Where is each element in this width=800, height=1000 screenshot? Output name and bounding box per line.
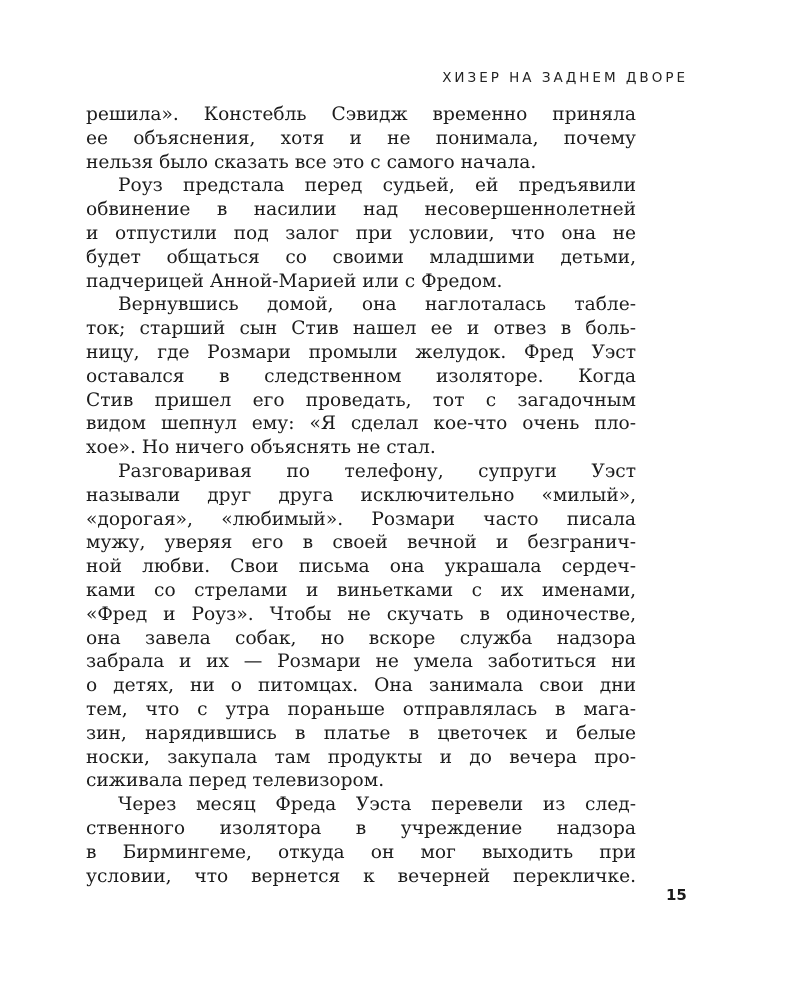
text-line: Через месяц Фреда Уэста перевели из след- — [118, 794, 636, 816]
text-line: Роуз предстала перед судьей, ей предъявили — [118, 175, 636, 197]
text-line: ственного изолятора в учреждение надзора — [86, 817, 636, 839]
text-line: ток; старший сын Стив нашел ее и отвез в боль- — [86, 318, 636, 340]
text-line: мужу, уверяя его в своей вечной и безгранич- — [86, 532, 636, 554]
paragraph — [86, 103, 636, 174]
running-header-title: ХИЗЕР НА ЗАДНЕМ ДВОРЕ — [442, 70, 688, 86]
text-line: и отпустили под залог при условии, что она не — [86, 222, 636, 244]
text-line: ной любви. Свои письма она украшала сердеч- — [86, 556, 636, 578]
text-line: видом шепнул ему: «Я сделал кое-что очень пло- — [86, 413, 636, 435]
text-line: ками со стрелами и виньетками с их именами, — [86, 579, 636, 601]
text-line: Вернувшись домой, она наглоталась табле- — [118, 294, 636, 316]
body-text — [86, 103, 636, 888]
text-line: оставался в следственном изоляторе. Когда — [86, 365, 636, 387]
text-line: ницу, где Розмари промыли желудок. Фред Уэст — [86, 341, 636, 363]
paragraph — [86, 293, 636, 460]
text-line: «дорогая», «любимый». Розмари часто писала — [86, 508, 636, 530]
text-line: Разговаривая по телефону, супруги Уэст — [118, 460, 636, 482]
text-line: падчерицей Анной-Марией или с Фредом. — [86, 270, 503, 292]
text-line: условии, что вернется к вечерней перекличке. — [86, 865, 636, 887]
text-line: о детях, ни о питомцах. Она занимала свои дни — [86, 675, 636, 697]
text-line: зин, нарядившись в платье в цветочек и белые — [86, 722, 636, 744]
text-line: обвинение в насилии над несовершеннолетней — [86, 199, 636, 221]
paragraph — [86, 460, 636, 793]
text-line: «Фред и Роуз». Чтобы не скучать в одиночестве, — [86, 603, 636, 625]
text-line: хое». Но ничего объяснять не стал. — [86, 437, 436, 459]
text-line: ее объяснения, хотя и не понимала, почему — [86, 127, 636, 149]
text-line: она завела собак, но вскоре служба надзора — [86, 627, 636, 649]
text-line: носки, закупала там продукты и до вечера про- — [86, 746, 636, 768]
text-line: забрала и их — Розмари не умела заботиться ни — [86, 651, 636, 673]
paragraph — [86, 174, 636, 293]
paragraph — [86, 793, 636, 888]
text-line: сиживала перед телевизором. — [86, 770, 385, 792]
page-number: 15 — [666, 886, 687, 904]
text-line: Стив пришел его проведать, тот с загадочным — [86, 389, 636, 411]
text-line: будет общаться со своими младшими детьми, — [86, 246, 636, 268]
text-line: тем, что с утра пораньше отправлялась в мага- — [86, 698, 636, 720]
text-line: нельзя было сказать все это с самого начала. — [86, 151, 537, 173]
text-line: решила». Констебль Сэвидж временно приняла — [86, 104, 636, 125]
text-line: в Бирмингеме, откуда он мог выходить при — [86, 841, 636, 863]
text-line: называли друг друга исключительно «милый», — [86, 484, 636, 506]
